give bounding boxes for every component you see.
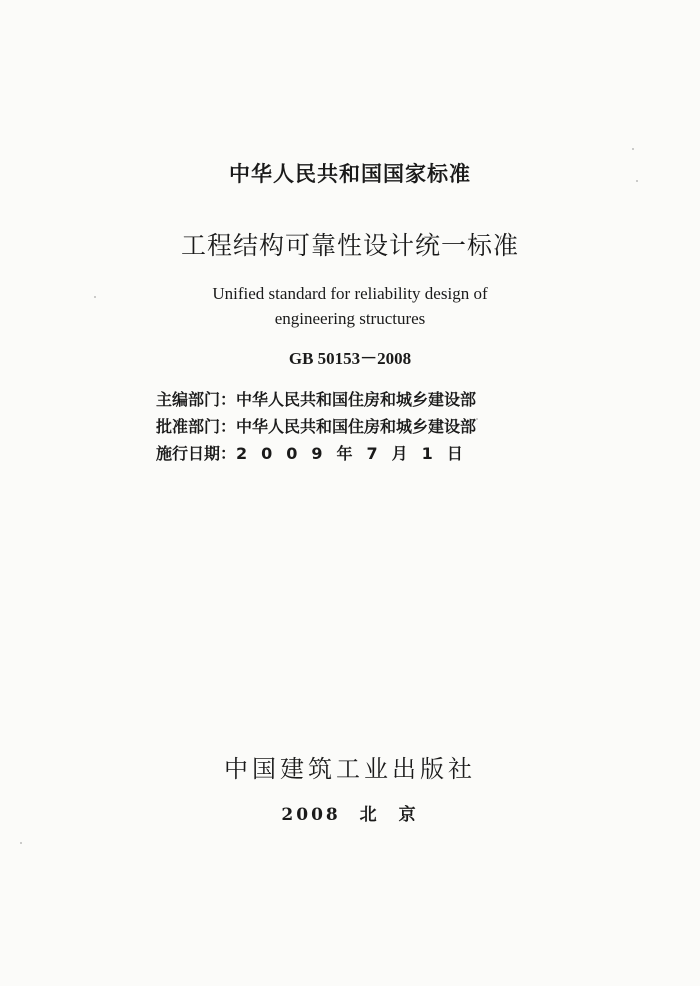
scan-speck — [636, 180, 638, 182]
editor-row — [156, 386, 477, 413]
publisher-name: 中国建筑工业出版社 — [224, 755, 476, 783]
english-title — [0, 281, 700, 331]
publication-place-year: 2008 北 京 — [281, 805, 419, 825]
approver-value: 中华人民共和国住房和城乡建设部 — [236, 417, 477, 436]
scan-speck — [476, 418, 478, 420]
national-standard-heading: 中华人民共和国国家标准 — [229, 162, 471, 186]
editor-label: 主编部门： — [156, 390, 237, 409]
scan-speck — [94, 296, 96, 298]
approver-row — [156, 413, 477, 440]
english-title-line-2: engineering structures — [274, 309, 426, 328]
scan-speck — [20, 842, 22, 844]
english-title-line-1: Unified standard for reliability design of — [212, 284, 488, 303]
effective-date-value: 2009年7月1日 — [236, 444, 477, 463]
effective-date-row — [156, 440, 477, 467]
standard-metadata — [156, 386, 477, 467]
chinese-title: 工程结构可靠性设计统一标准 — [180, 231, 519, 260]
scan-speck — [632, 148, 634, 150]
editor-value: 中华人民共和国住房和城乡建设部 — [236, 390, 477, 409]
standard-code: GB 50153－2008 — [288, 349, 412, 368]
effective-date-label: 施行日期： — [156, 444, 237, 463]
approver-label: 批准部门： — [156, 417, 237, 436]
